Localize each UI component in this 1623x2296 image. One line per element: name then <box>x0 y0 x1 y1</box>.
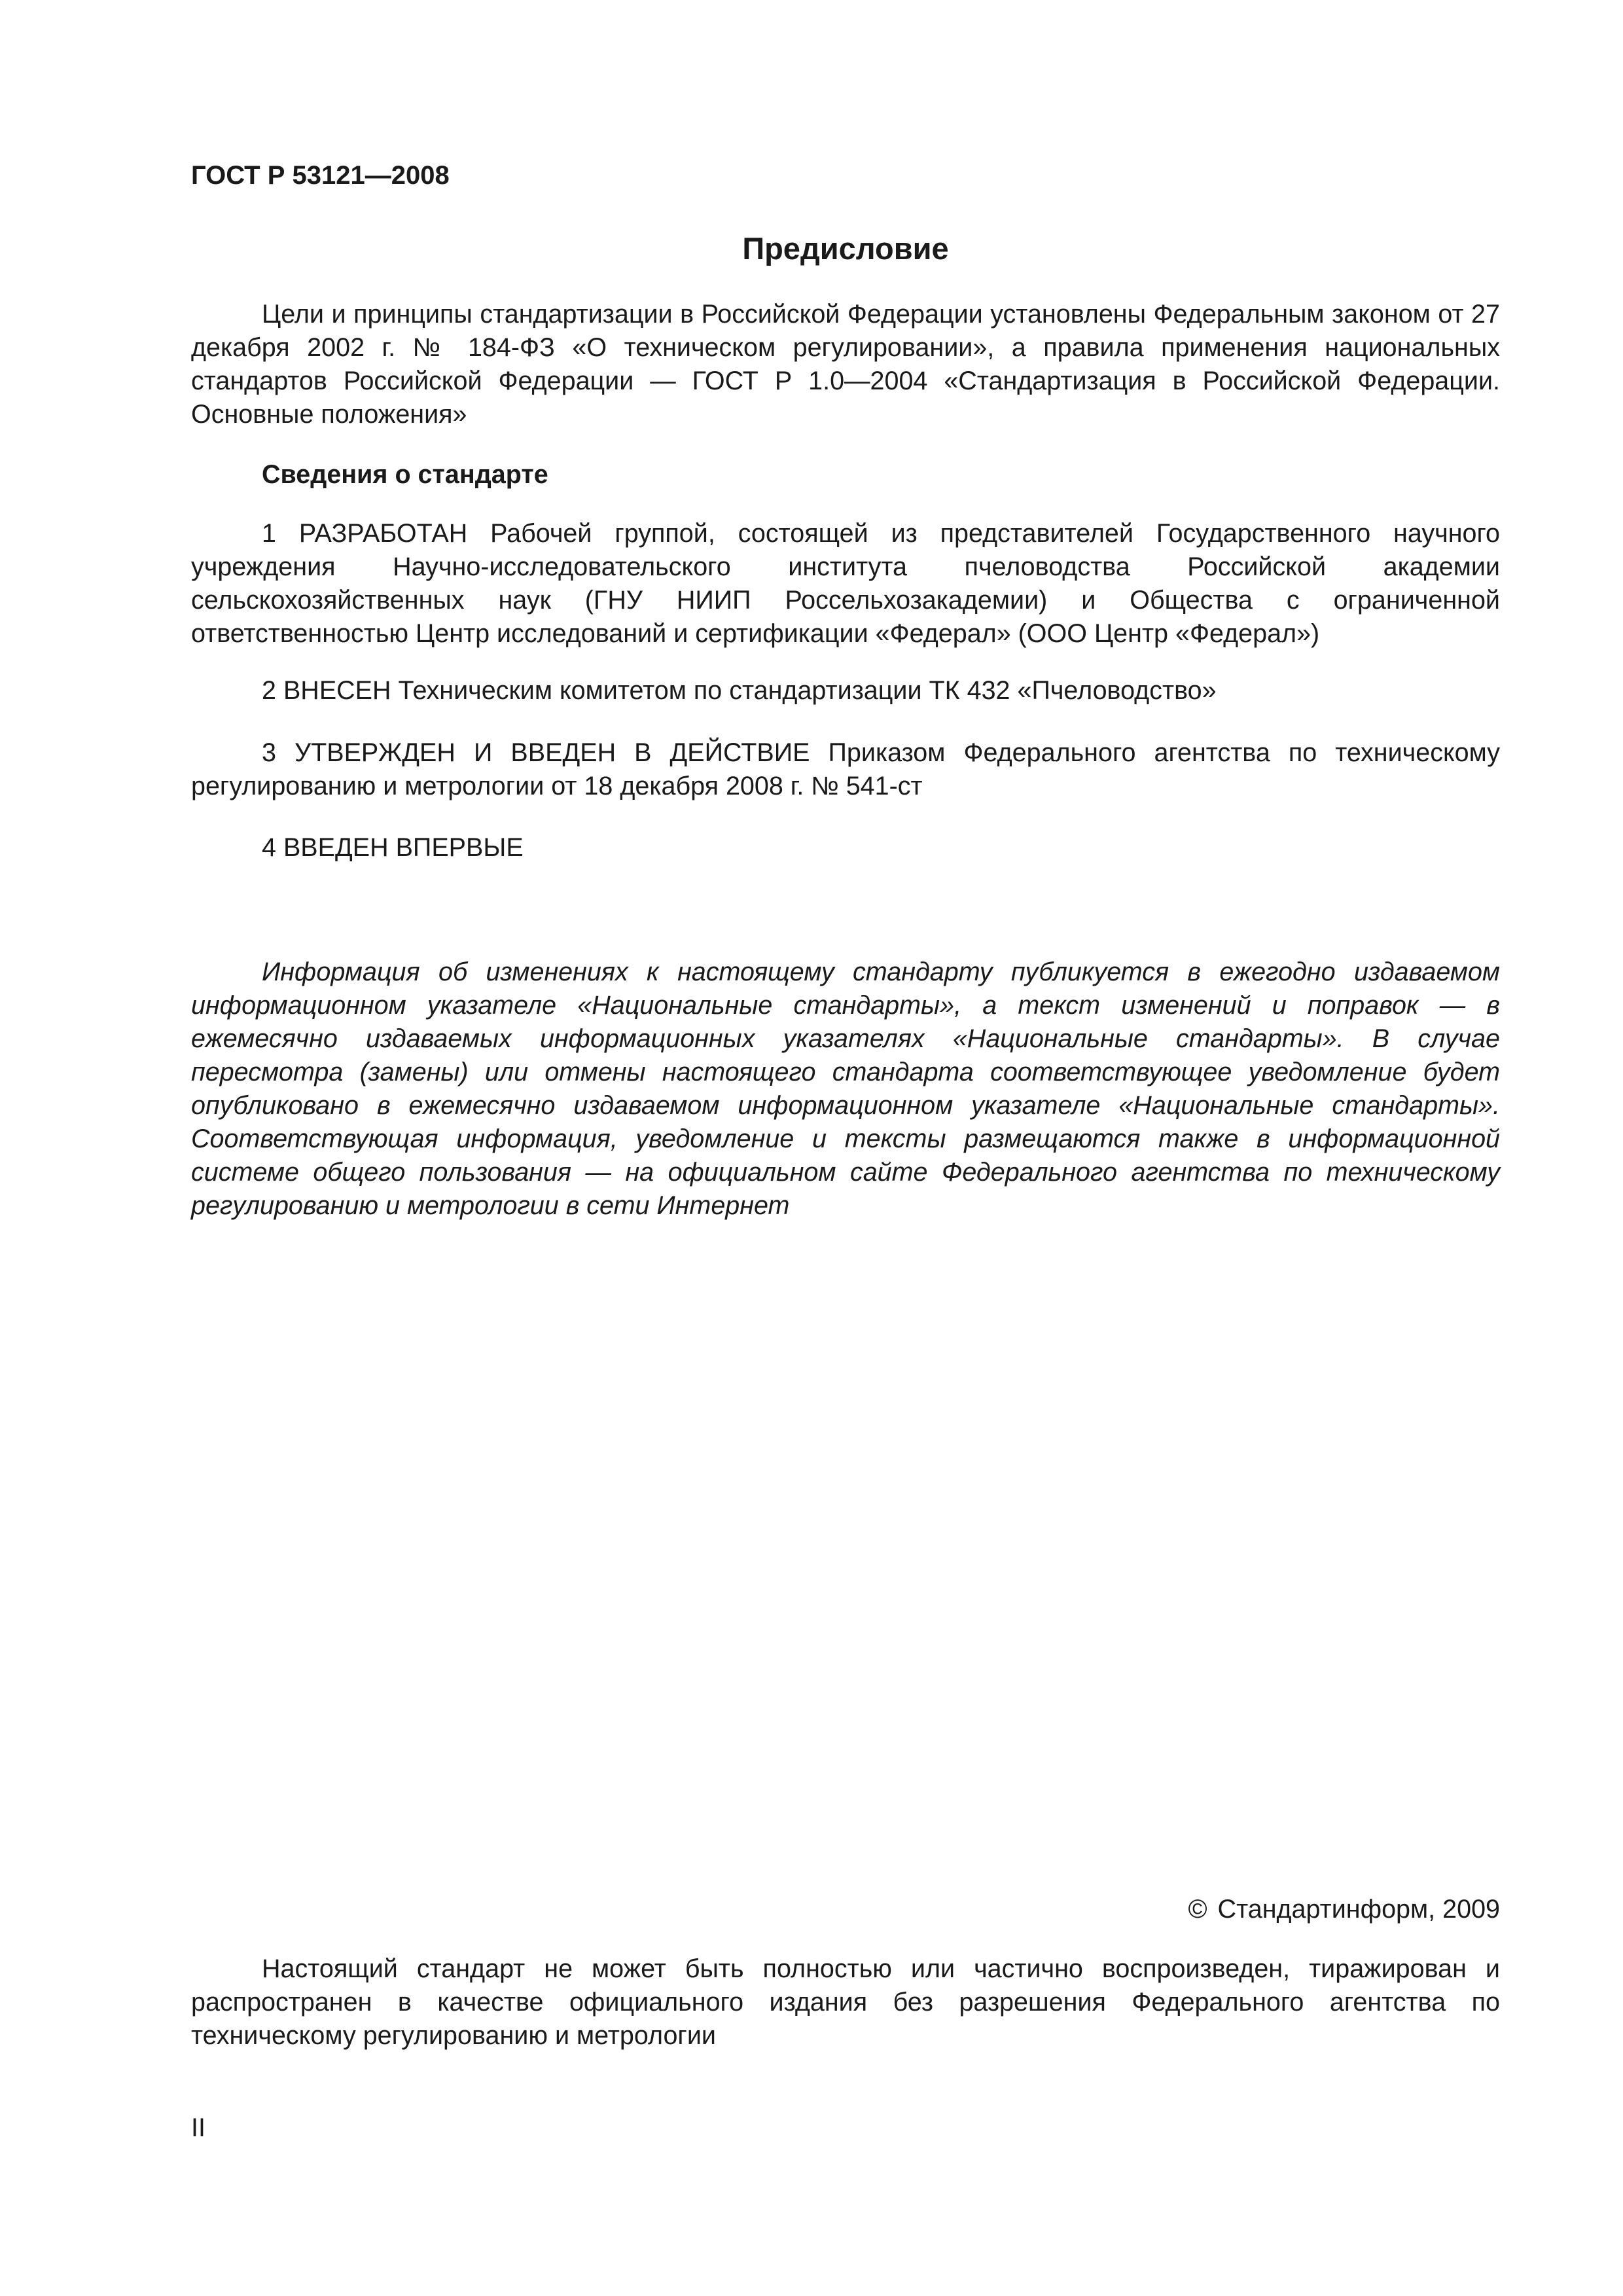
copyright-line <box>191 1897 1500 1923</box>
page-number: II <box>191 2113 205 2142</box>
intro-paragraph: Цели и принципы стандартизации в Российской Федерации установлены Федеральным законом от 27 декабря 2002 г. № 184-ФЗ «О техническом регулировании», а правила применения национальных стандартов Российской Федерации — ГОСТ Р 1.0—2004 «Стандартизация в Российской Федерации. Основные положения» <box>191 300 1500 429</box>
item-developed: 1 РАЗРАБОТАН Рабочей группой, состоящей из представителей Государственного научного учреждения Научно-исследовательского института пчеловодства Российской академии сельскохозяйственных наук (ГНУ НИИП Россельхозакадемии) и Общества с ограниченной ответственностью Центр исследований и сертификации «Федерал» (ООО Центр «Федерал») <box>191 519 1500 648</box>
item-introduced-by: 2 ВНЕСЕН Техническим комитетом по стандартизации ТК 432 «Пчеловодство» <box>262 676 1217 705</box>
document-code: ГОСТ Р 53121—2008 <box>191 161 450 190</box>
reproduction-note: Настоящий стандарт не может быть полностью или частично воспроизведен, тиражирован и распространен в качестве официального издания без разрешения Федерального агентства по техническому регулированию и метрологии <box>191 1954 1500 2050</box>
page-title: Предисловие <box>742 231 949 266</box>
item-approved: 3 УТВЕРЖДЕН И ВВЕДЕН В ДЕЙСТВИЕ Приказом Федерального агентства по техническому регулированию и метрологии от 18 декабря 2008 г. № 541-ст <box>191 738 1500 800</box>
item-first-introduced: 4 ВВЕДЕН ВПЕРВЫЕ <box>262 833 524 862</box>
notice-paragraph: Информация об изменениях к настоящему стандарту публикуется в ежегодно издаваемом информационном указателе «Национальные стандарты», а текст изменений и поправок — в ежемесячно издаваемых информационных указателях «Национальные стандарты». В случае пересмотра (замены) или отмены настоящего стандарта соответствующее уведомление будет опубликовано в ежемесячно издаваемом информационном указателе «Национальные стандарты». Соответствующая информация, уведомление и тексты размещаются также в информационной системе общего пользования — на официальном сайте Федерального агентства по техническому регулированию и метрологии в сети Интернет <box>191 958 1500 1220</box>
copyright-symbol: © <box>1188 1895 1207 1924</box>
info-heading: Сведения о стандарте <box>262 460 548 489</box>
copyright-holder: Стандартинформ, 2009 <box>1217 1895 1500 1924</box>
